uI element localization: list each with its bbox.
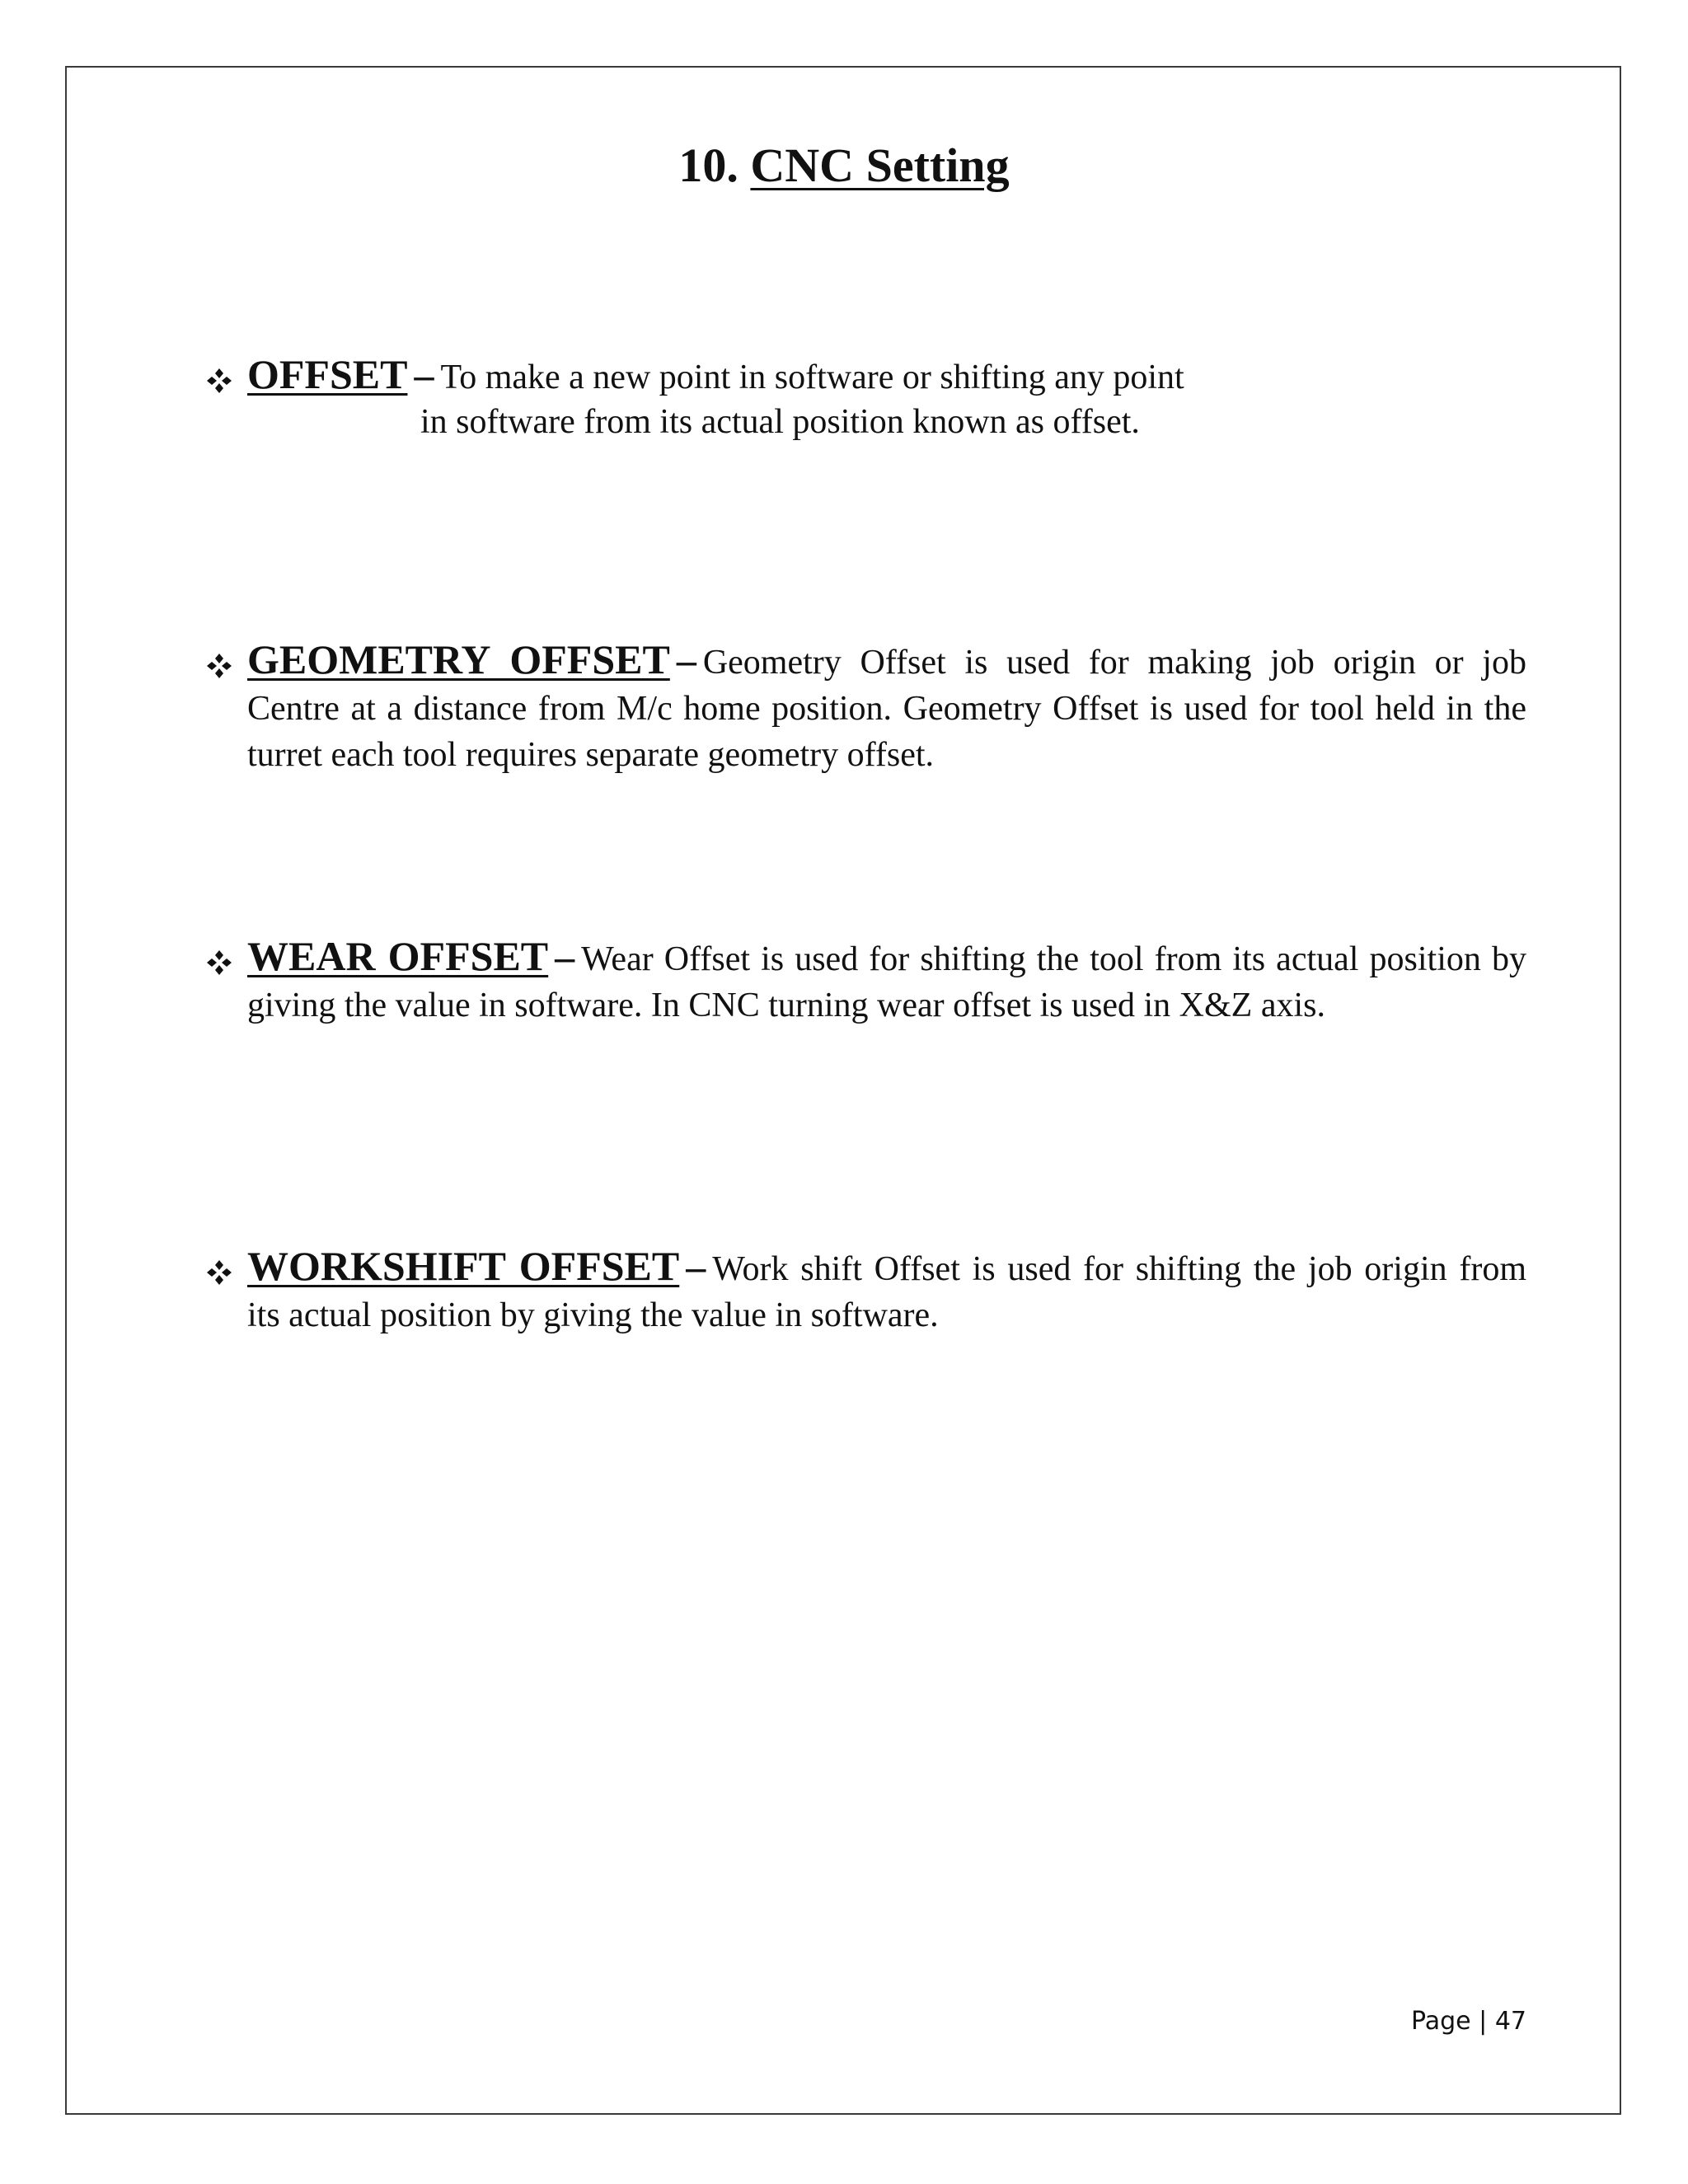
offset-definition-line2: in software from its actual position known as offset. bbox=[420, 403, 1140, 441]
page-number: Page | 47 bbox=[1411, 2007, 1526, 2036]
title-text: CNC Setting bbox=[750, 138, 1010, 192]
offset-dash: – bbox=[414, 354, 434, 397]
geometry-offset-definition: Geometry Offset is used for making job origin or job Centre at a distance from M/c home position. Geometry Offset is used for tool held in the turret each tool requires separate geometry offset. bbox=[247, 644, 1526, 774]
wear-offset-term: WEAR OFFSET bbox=[247, 933, 549, 979]
four-diamond-bullet-icon bbox=[203, 354, 236, 401]
geometry-offset-dash: – bbox=[676, 639, 696, 682]
wear-offset-entry bbox=[247, 933, 1526, 1029]
workshift-offset-definition: Work shift Offset is used for shifting the job origin from its actual position by giving the value in software. bbox=[247, 1250, 1526, 1334]
workshift-offset-term: WORKSHIFT OFFSET bbox=[247, 1243, 680, 1289]
geometry-offset-term: GEOMETRY OFFSET bbox=[247, 636, 670, 682]
four-diamond-bullet-icon bbox=[203, 640, 236, 686]
four-diamond-bullet-icon bbox=[203, 1246, 236, 1292]
geometry-offset-entry bbox=[247, 636, 1526, 778]
offset-term: OFFSET bbox=[247, 351, 408, 397]
wear-offset-definition: Wear Offset is used for shifting the tool from its actual position by giving the value in software. In CNC turning wear offset is used in X&Z axis. bbox=[247, 940, 1526, 1024]
wear-offset-dash: – bbox=[555, 935, 575, 979]
offset-entry bbox=[247, 351, 1526, 401]
four-diamond-bullet-icon bbox=[203, 936, 236, 982]
page-title bbox=[0, 132, 1688, 199]
workshift-offset-dash: – bbox=[686, 1245, 706, 1289]
offset-definition-line1: To make a new point in software or shifting any point bbox=[440, 359, 1184, 396]
title-number: 10. bbox=[678, 138, 738, 192]
workshift-offset-entry bbox=[247, 1243, 1526, 1338]
